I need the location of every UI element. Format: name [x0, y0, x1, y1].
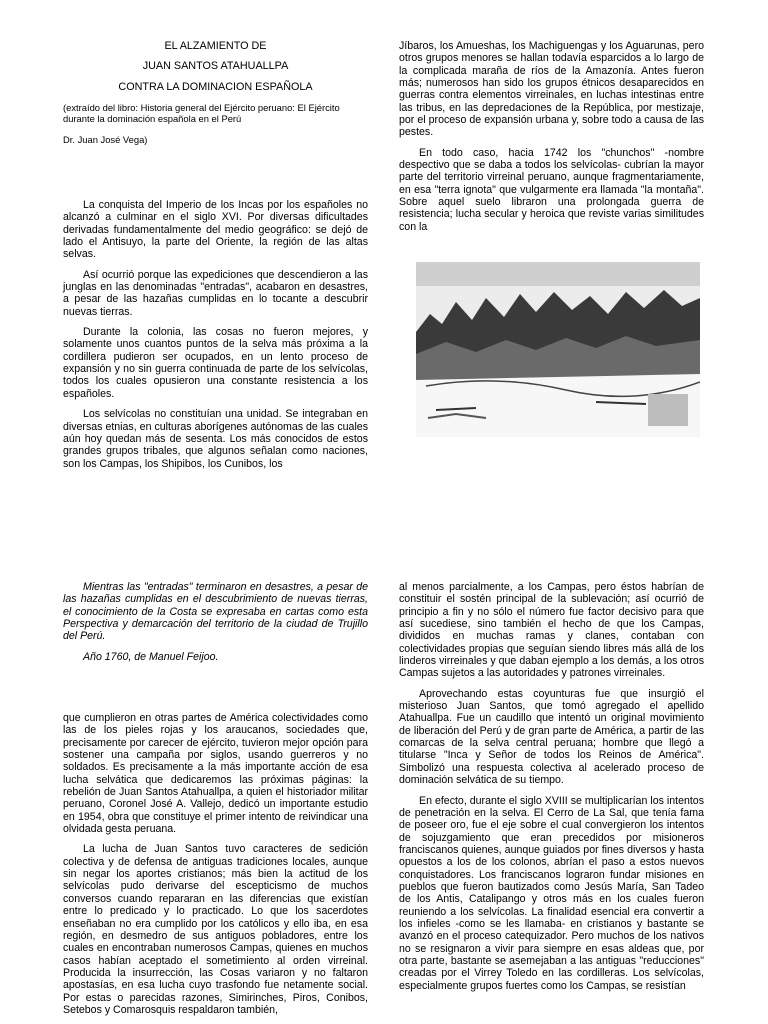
paragraph: La conquista del Imperio de los Incas por los españoles no alcanzó a culminar en el siglo XVI. Por diversas dificultades derivadas fundamentalmente del medio geográfico: se dejó de lado el Antisuyo, la parte del Oriente, la región de las altas selvas.: [63, 199, 368, 261]
title-line-3: CONTRA LA DOMINACION ESPAÑOLA: [118, 80, 313, 93]
caption-credit: Año 1760, de Manuel Feijoo.: [83, 650, 219, 663]
author: Dr. Juan José Vega): [63, 134, 148, 145]
historical-map-image: [416, 262, 700, 437]
paragraph: Jíbaros, los Amueshas, los Machiguengas y los Aguarunas, pero otros grupos menores se hallan todavía esparcidos a lo largo de la complicada maraña de ríos de la Amazonía. Antes fueron más; numerosos han sido los grupos étnicos desaparecidos en guerras contra elementos virreinales, en luchas intestinas entre las tribus, en las depredaciones de la República, por mestizaje, por el proceso de expansión urbana y, sobre todo a causa de las pestes.: [399, 40, 704, 139]
page2-right-column: [399, 581, 704, 992]
paragraph: al menos parcialmente, a los Campas, pero éstos habrían de constituir el sostén principal de la sublevación; así ocurrió de principio a fin y no sólo el número fue factor decisivo para que así sucediese, sino también el hecho de que los Campas, divididos en muchas ramas y clanes, contaban con colectividades propias que seguían siendo libres más allá de los linderos virreinales y que daban ejemplo a los demás, a los otros Campas sujetos a las autoridades y patrones virreinales.: [399, 581, 704, 680]
article-header: [63, 40, 368, 101]
paragraph: Aprovechando estas coyunturas fue que insurgió el misterioso Juan Santos, que tomó agregado el apellido Atahuallpa. Fue un caudillo que intentó un original movimiento de liberación del Perú y de gran parte de América, a partir de las comarcas de la selva central peruana; hombre que llegó a titularse "Inca y Señor de todos los Reinos de América". Simbolizó una respuesta colectiva al acelerado proceso de dominación selvática de su tiempo.: [399, 687, 704, 787]
paragraph: La lucha de Juan Santos tuvo caracteres de sedición colectiva y de defensa de antiguas tradiciones locales, aunque sin negar los aportes cristianos; más bien la actitud de los selvícolas pudo derivarse del escepticismo de muchos conversos cuando repararan en las diferencias que existían entre lo predicado y lo practicado. Lo que los sacerdotes enseñaban no era cumplido por los católicos y ello iba, en esa región, en desmedro de sus antiguos pobladores, entre los cuales en encontraban numerosos Campas, quienes en muchos casos habían aceptado el sometimiento al orden virreinal. Producida la insurrección, las Cosas variaron y no faltaron apostasías, en esa lucha cuyo trasfondo fue netamente social. Por estas o parecidas razones, Simirinches, Piros, Conibos, Setebos y Comarosquis respaldaron también,: [63, 843, 368, 1016]
map-illustration: [416, 262, 700, 437]
paragraph: En efecto, durante el siglo XVIII se multiplicarían los intentos de penetración en la selva. El Cerro de La Sal, que tenía fama de poseer oro, fue el eje sobre el cual convergieron los intentos de sojuzgamiento que eran precedidos por misioneros franciscanos quienes, aunque guiados por fines diversos y hasta opuestos a los de los colonos, abrían el paso a estos nuevos conquistadores. Los franciscanos lograron fundar misiones en pueblos que fueron bautizados como Jesús María, San Tadeo de los Antis, Catalipango y otros más en los cuales fueron reuniendo a los selvícolas. La finalidad esencial era convertir a los infieles -como se les llamaba- en cristianos y bastante se avanzó en el proceso catequizador. Pero muchos de los nativos no se resignaron a vivir para siempre en esas aldeas que, por otra parte, bastante se asemejaban a las antiguas "reducciones" creadas por el Virrey Toledo en las cordilleras. Los selvícolas, especialmente grupos fuertes como los Campas, se resistían: [399, 794, 704, 992]
map-caption: [63, 581, 368, 663]
paragraph: que cumplieron en otras partes de América colectividades como las de los pieles rojas y los araucanos, sociedades que, precisamente por carecer de ejército, tuvieron mejor opción para sostener una campaña por siglos, usando guerreros y no soldados. Es precisamente a la más importante acción de esa lucha selvática que dedicaremos las próximas páginas: la rebelión de Juan Santos Atahuallpa, a quien el historiador militar peruano, Coronel José A. Vallejo, dedicó un importante estudio en 1954, obra que constituye el primer intento de reivindicar una olvidada gesta peruana.: [63, 712, 368, 836]
page2-left-column: [63, 712, 368, 1016]
source-text: (extraído del libro: Historia general del Ejército peruano: El Ejército durante la dominación española en el Perú: [63, 102, 340, 124]
page1-right-column: [399, 40, 704, 233]
source-note: [63, 102, 368, 145]
page1-left-column: [63, 199, 368, 470]
title-line-2: JUAN SANTOS ATAHUALLPA: [142, 60, 289, 73]
caption-text: Mientras las "entradas" terminaron en desastres, a pesar de las hazañas cumplidas en el descubrimiento de nuevas tierras, el conocimiento de la Costa se expresaba en cartas como esta Perspectiva y demarcación del territorio de la ciudad de Trujillo del Perú.: [63, 581, 368, 643]
title-line-1: EL ALZAMIENTO DE: [164, 40, 267, 52]
paragraph: Así ocurrió porque las expediciones que descendieron a las junglas en las denominadas "entradas", acabaron en desastres, a pesar de las hazañas cumplidas en lo tocante a descubrir nuevas tierras.: [63, 268, 368, 318]
paragraph: Durante la colonia, las cosas no fueron mejores, y solamente unos cuantos puntos de la selva más próxima a la cordillera pudieron ser ocupados, en un lento proceso de expansión y no sin guerra continuada de parte de los selvícolas, todos los cuales opusieron una constante resistencia a los españoles.: [63, 326, 368, 400]
paragraph: Los selvícolas no constituían una unidad. Se integraban en diversas etnias, en culturas aborígenes autónomas de las cuales aún hoy quedan más de sesenta. Los más conocidos de estos grandes grupos tribales, que algunos señalan como naciones, son los Campas, los Shipibos, los Cunibos, los: [63, 408, 368, 470]
paragraph: En todo caso, hacia 1742 los "chunchos" -nombre despectivo que se daba a todos los selvícolas- cubrían la mayor parte del territorio virreinal peruano, aunque fragmentariamente, en esa "terra ignota" que vulgarmente era llamada "la montaña". Sobre aquel suelo libraron una prolongada guerra de resistencia; lucha secular y heroica que reviste varias similitudes con la: [399, 146, 704, 233]
